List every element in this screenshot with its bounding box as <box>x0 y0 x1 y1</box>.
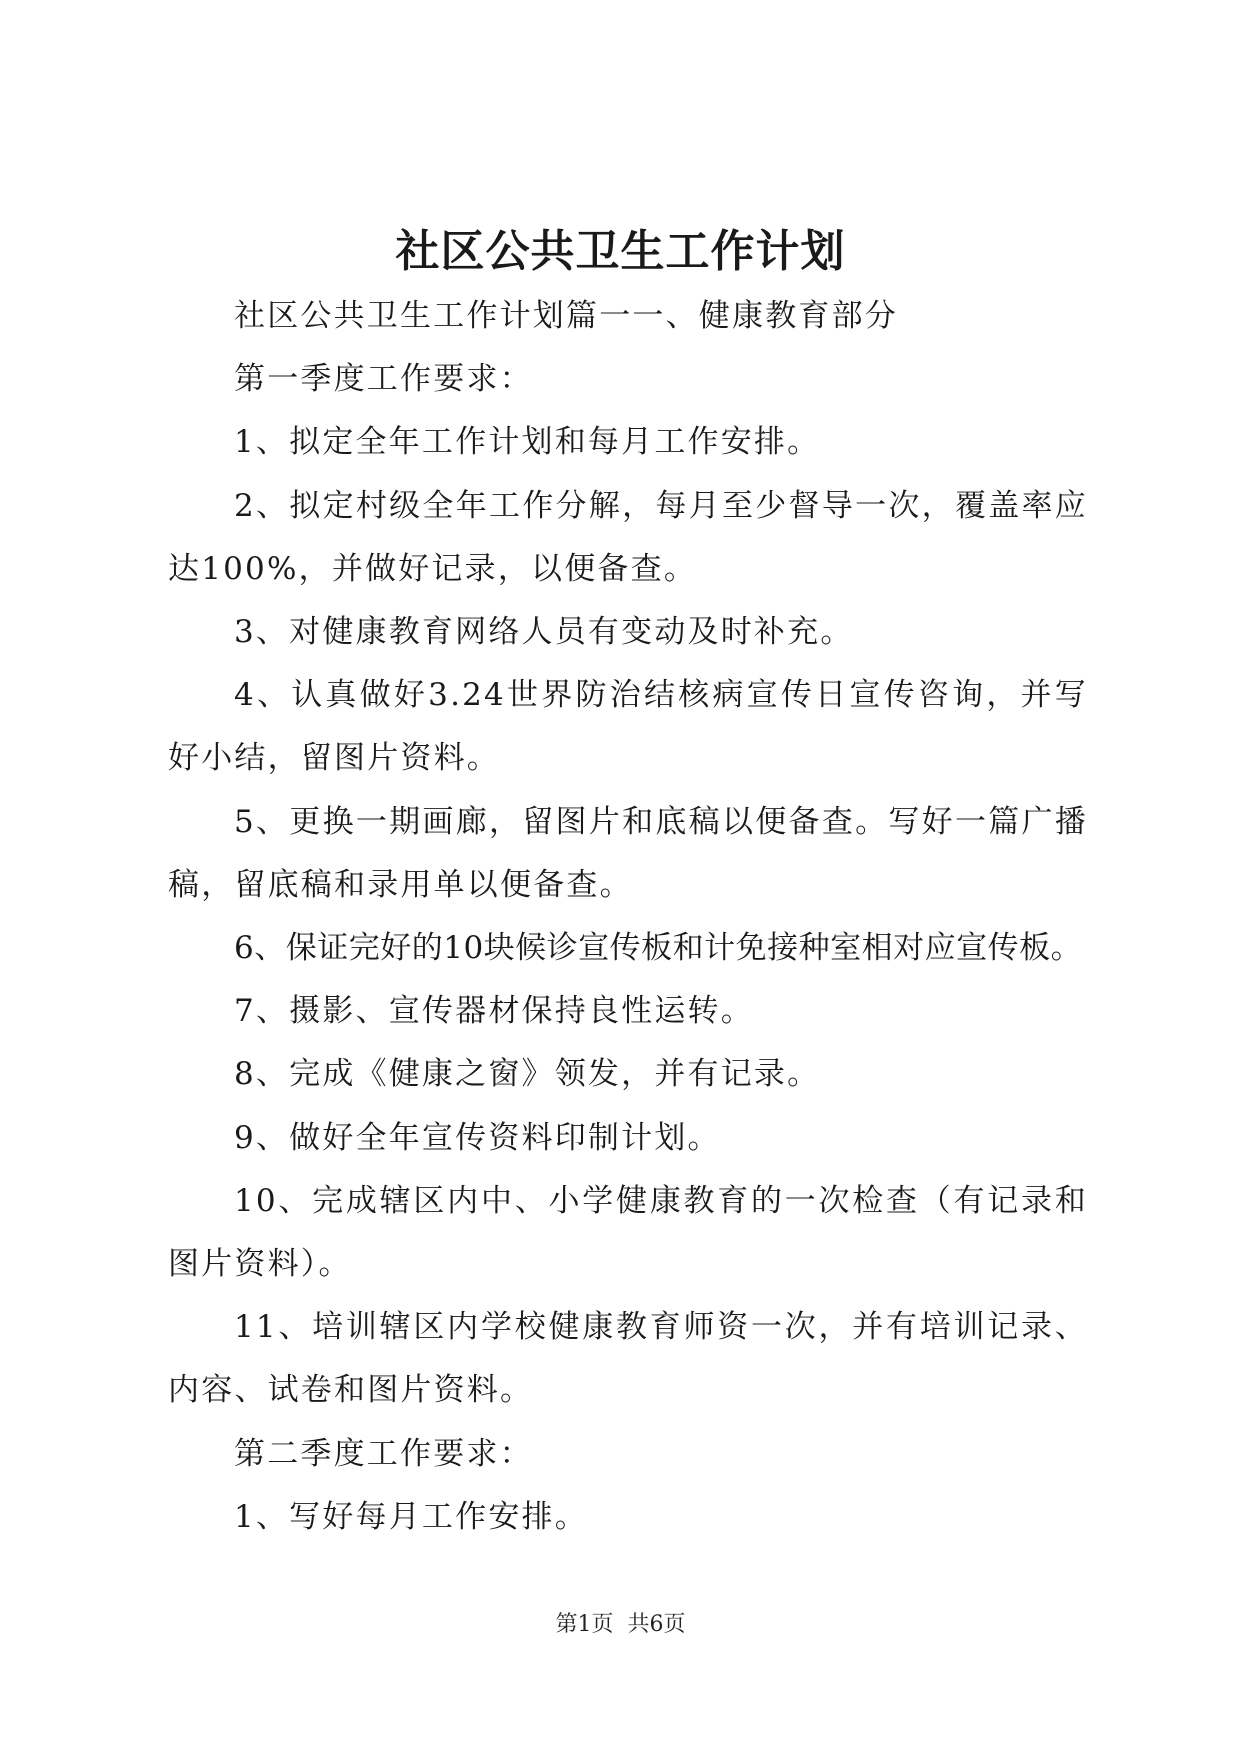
document-body <box>168 285 1088 1549</box>
paragraph: 1、写好每月工作安排。 <box>234 1498 588 1535</box>
paragraph: 4、认真做好3.24世界防治结核病宣传日宣传咨询，并写好小结，留图片资料。 <box>168 677 1088 777</box>
paragraph: 10、完成辖区内中、小学健康教育的一次检查（有记录和图片资料）。 <box>168 1182 1088 1283</box>
page-footer <box>0 1610 1241 1640</box>
page-number-label: 第1页 共6页 <box>555 1612 686 1637</box>
paragraph: 7、摄影、宣传器材保持良性运转。 <box>234 993 754 1030</box>
paragraph: 2、拟定村级全年工作分解，每月至少督导一次，覆盖率应达100%，并做好记录，以便备查。 <box>168 487 1088 587</box>
paragraph: 8、完成《健康之窗》领发，并有记录。 <box>234 1056 821 1093</box>
paragraph: 9、做好全年宣传资料印制计划。 <box>234 1119 721 1156</box>
paragraph: 3、对健康教育网络人员有变动及时补充。 <box>234 614 854 651</box>
paragraph: 第一季度工作要求： <box>234 361 533 398</box>
paragraph: 第二季度工作要求： <box>234 1435 533 1472</box>
paragraph: 1、拟定全年工作计划和每月工作安排。 <box>234 424 821 461</box>
paragraph: 11、培训辖区内学校健康教育师资一次，并有培训记录、内容、试卷和图片资料。 <box>168 1309 1088 1409</box>
document-title: 社区公共卫生工作计划 <box>395 226 846 277</box>
paragraph: 5、更换一期画廊，留图片和底稿以便备查。写好一篇广播稿，留底稿和录用单以便备查。 <box>168 803 1088 903</box>
paragraph: 6、保证完好的10块候诊宣传板和计免接种室相对应宣传板。 <box>234 930 1083 967</box>
paragraph: 社区公共卫生工作计划篇一一、健康教育部分 <box>234 298 898 334</box>
